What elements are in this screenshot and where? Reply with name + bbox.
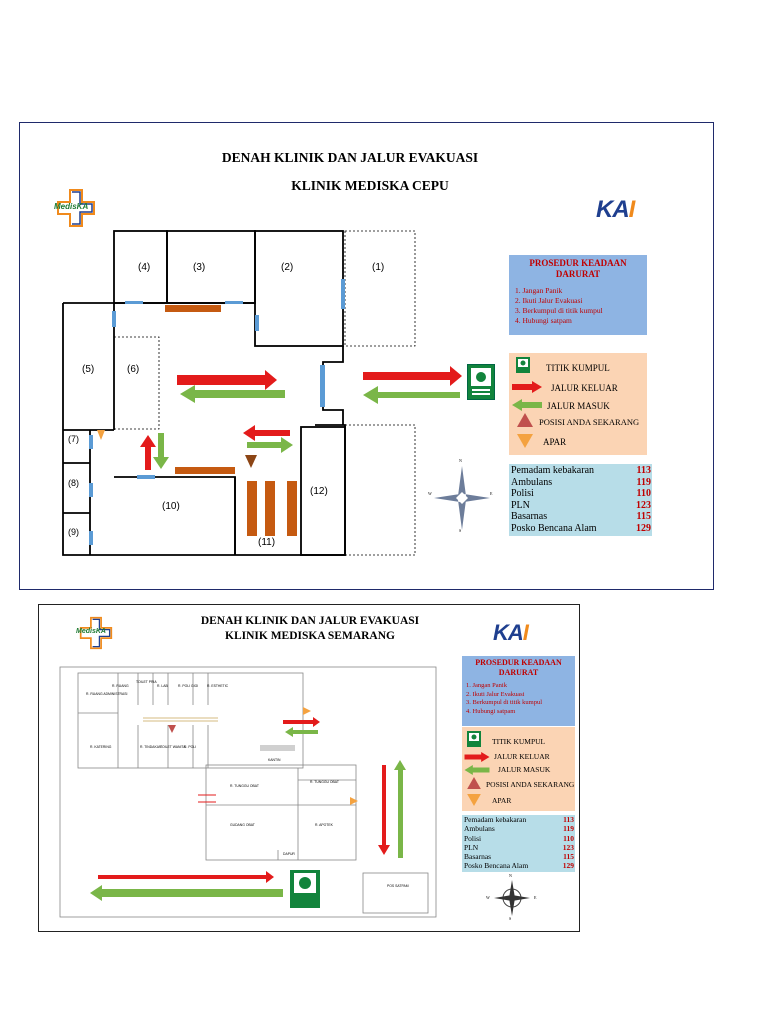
legend-assembly-label: TITIK KUMPUL <box>492 737 546 746</box>
contact-number: 119 <box>636 476 651 488</box>
bottom-room-label: R. KATERING <box>90 745 112 749</box>
assembly-legend-icon <box>516 357 530 373</box>
contact-name: Posko Bencana Alam <box>511 522 597 534</box>
contact-row <box>464 843 574 852</box>
bottom-room-label: R. TUNGGU OBAT <box>230 784 259 788</box>
kai-logo-text: KA <box>493 620 523 645</box>
bottom-exit-arrows <box>90 717 406 901</box>
emergency-contacts <box>509 464 652 536</box>
exit-arrow-icon <box>464 752 490 762</box>
compass-s: S <box>459 528 462 533</box>
legend-position-label: POSISI ANDA SEKARANG <box>539 417 640 427</box>
contact-row <box>511 465 651 477</box>
legend-box <box>509 353 647 455</box>
procedure-item: 2. Ikuti Jalur Evakuasi <box>515 296 583 305</box>
assembly-point-sign <box>290 870 320 908</box>
bottom-room-label: TOILET PRIA <box>136 680 157 684</box>
legend-entry-label: JALUR MASUK <box>498 765 551 774</box>
bottom-room-label: R. POLI <box>184 745 197 749</box>
contact-number: 113 <box>563 815 574 824</box>
contact-name: Basarnas <box>464 852 492 862</box>
legend-assembly-label: TITIK KUMPUL <box>546 363 610 373</box>
apar-marker <box>350 797 358 805</box>
compass-e: E <box>490 491 493 496</box>
kai-logo-accent: I <box>522 620 528 645</box>
bottom-room-label: TOILET WANITA <box>160 745 186 749</box>
bottom-room-label: R. ESTHETIC <box>207 684 229 688</box>
legend-position-label: POSISI ANDA SEKARANG <box>486 780 575 789</box>
contact-row <box>511 511 651 523</box>
contact-row <box>511 488 651 500</box>
top-room-label: (2) <box>281 262 294 273</box>
contact-number: 110 <box>563 833 574 843</box>
position-marker <box>168 725 176 733</box>
top-map-title-line1: DENAH KLINIK DAN JALUR EVAKUASI <box>221 150 479 165</box>
contact-row <box>464 834 574 843</box>
kai-logo <box>493 620 528 646</box>
contact-row <box>464 824 574 833</box>
top-room-label: (7) <box>68 434 79 444</box>
compass-s: S <box>509 916 512 921</box>
compass-w: W <box>486 895 490 900</box>
apar-icon <box>517 434 533 448</box>
contact-name: PLN <box>511 499 530 511</box>
position-marker <box>245 455 257 468</box>
procedure-title: PROSEDUR KEADAAN DARURAT <box>529 258 627 279</box>
bottom-room-label: R. TINDAKAN <box>140 745 162 749</box>
bottom-floor-plan <box>58 665 438 920</box>
procedure-item: 1. Jangan Panik <box>466 682 507 689</box>
compass-n: N <box>509 873 512 878</box>
bottom-room-label: R. APOTEK <box>315 823 333 827</box>
compass-e: E <box>534 895 537 900</box>
contact-number: 113 <box>636 465 651 476</box>
legend-apar-label: APAR <box>492 796 512 805</box>
top-room-label: (10) <box>162 501 180 512</box>
contact-number: 115 <box>563 852 574 862</box>
legend-box <box>462 727 575 811</box>
apar-marker <box>97 430 105 440</box>
mediska-logo <box>74 616 118 650</box>
procedure-item: 3. Berkumpul di titik kumpul <box>515 306 603 315</box>
contact-name: Posko Bencana Alam <box>464 861 529 871</box>
procedure-box <box>462 656 575 726</box>
legend-apar-label: APAR <box>543 437 567 447</box>
top-room-label: (5) <box>82 364 95 375</box>
contact-name: Pemadam kebakaran <box>464 815 527 824</box>
top-room-label: (1) <box>372 262 385 273</box>
contact-name: Ambulans <box>511 476 553 488</box>
kai-logo-text: KA <box>596 196 629 223</box>
contact-row <box>464 861 574 870</box>
contact-number: 123 <box>636 499 651 511</box>
compass-icon <box>492 878 532 918</box>
top-room-label: (4) <box>138 262 151 273</box>
top-room-label: (8) <box>68 478 79 488</box>
mediska-logo <box>52 188 100 228</box>
top-room-label: (11) <box>258 537 276 548</box>
compass-icon <box>430 462 494 534</box>
procedure-box <box>509 255 647 335</box>
bottom-room-label: R. RUANG <box>112 684 129 688</box>
procedure-item: 3. Berkumpul di titik kumpul <box>466 699 543 706</box>
contact-row <box>511 477 651 489</box>
assembly-legend-icon <box>467 731 481 747</box>
top-room-label: (12) <box>310 486 328 497</box>
bottom-room-label: R. POLI GIGI <box>178 684 199 688</box>
bottom-map-title-line2: KLINIK MEDISKA SEMARANG <box>225 630 395 642</box>
bottom-room-label: POS SATPAM <box>387 884 409 888</box>
exit-arrow-icon <box>512 381 542 393</box>
contact-name: Polisi <box>464 833 482 843</box>
contact-name: Pemadam kebakaran <box>511 465 595 476</box>
contact-name: Polisi <box>511 488 534 499</box>
contact-number: 110 <box>636 488 651 499</box>
mediska-logo-text: MedisKA <box>54 202 89 211</box>
contact-number: 115 <box>636 511 651 522</box>
kai-logo <box>596 196 634 224</box>
top-room-label: (9) <box>68 527 79 537</box>
compass-w: W <box>428 491 432 496</box>
apar-icon <box>467 794 481 806</box>
contact-row <box>464 815 574 824</box>
contact-number: 129 <box>562 861 574 871</box>
contact-row <box>511 523 651 535</box>
contact-number: 129 <box>636 522 651 534</box>
contact-row <box>464 852 574 861</box>
procedure-item: 4. Hubungi satpam <box>466 707 516 715</box>
contact-number: 123 <box>562 842 574 852</box>
top-room-label: (6) <box>127 364 140 375</box>
contact-name: Basarnas <box>511 511 548 522</box>
legend-exit-label: JALUR KELUAR <box>494 752 550 761</box>
contact-name: Ambulans <box>464 824 495 834</box>
procedure-item: 4. Hubungi satpam <box>515 316 572 325</box>
procedure-item: 1. Jangan Panik <box>515 286 563 295</box>
position-icon <box>517 413 533 427</box>
contact-row <box>511 500 651 512</box>
assembly-point-sign <box>467 364 495 400</box>
legend-exit-label: JALUR KELUAR <box>551 383 618 393</box>
contact-number: 119 <box>563 824 574 834</box>
position-icon <box>467 777 481 789</box>
bottom-room-label: R. LAB <box>157 684 168 688</box>
entry-arrow-icon <box>464 765 490 775</box>
top-room-label: (3) <box>193 262 206 273</box>
apar-marker <box>303 707 311 715</box>
mediska-logo-text: MedisKA <box>76 628 106 635</box>
bottom-room-label: R. RUANG ADMINISTRASI <box>86 692 128 696</box>
bottom-room-label: R. TUNGGU OBAT <box>310 780 339 784</box>
kai-logo-accent: I <box>628 196 635 223</box>
entry-arrow-icon <box>512 399 542 411</box>
contact-name: PLN <box>464 842 479 852</box>
compass-n: N <box>459 458 462 463</box>
emergency-contacts <box>462 815 575 872</box>
bottom-room-label: GUDANG OBAT <box>230 823 255 827</box>
bottom-map-title-line1: DENAH KLINIK DAN JALUR EVAKUASI <box>200 615 420 627</box>
bottom-room-label: DAPUR <box>283 852 295 856</box>
procedure-title: PROSEDUR KEADAAN DARURAT <box>475 658 562 677</box>
procedure-item: 2. Ikuti Jalur Evakuasi <box>466 690 525 698</box>
bottom-room-label: KANTIN <box>268 758 281 762</box>
top-map-title-line2: KLINIK MEDISKA CEPU <box>291 178 449 193</box>
legend-entry-label: JALUR MASUK <box>547 401 610 411</box>
